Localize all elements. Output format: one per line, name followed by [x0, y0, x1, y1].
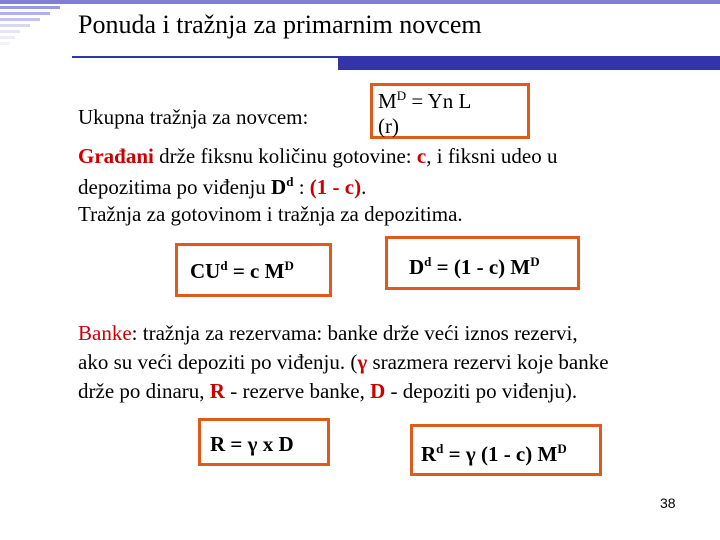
decor-stripe: [0, 18, 40, 21]
decor-stripe: [0, 24, 30, 27]
banke-line-3-text: drže po dinaru,: [78, 379, 210, 403]
banke-line-1-text: : tražnja za rezervama: banke drže veći iznos rezervi,: [131, 321, 578, 345]
md-formula: [378, 88, 471, 114]
title-accent-bar: [338, 56, 720, 70]
decor-stripe: [0, 30, 20, 33]
banke-line-3-mid: - rezerve banke,: [224, 379, 371, 403]
rd-base: R: [421, 442, 437, 466]
decor-stripe: [0, 12, 50, 15]
depoziti-line: [78, 175, 366, 198]
page-number: 38: [660, 495, 676, 511]
one-minus-c: (1 - c): [309, 175, 362, 199]
line2-colon: :: [293, 175, 310, 199]
cu-formula: [190, 258, 294, 284]
cu-rest: = c M: [227, 259, 285, 283]
line1-text: drže fiksnu količinu gotovine:: [153, 144, 417, 168]
md-r: (r): [378, 114, 399, 138]
slide-title: Ponuda i tražnja za primarnim novcem: [78, 10, 482, 39]
dd-formula-sup2: D: [530, 254, 540, 269]
banke-line-3: [78, 381, 577, 402]
banke-word: Banke: [78, 321, 132, 345]
rd-sup2: D: [557, 441, 567, 456]
dd-rest: = (1 - c) M: [431, 255, 531, 279]
demand-label: Ukupna tražnja za novcem:: [78, 105, 309, 129]
banke-line-2: [78, 352, 609, 373]
line2-end: .: [361, 175, 367, 199]
decor-stripe: [0, 36, 15, 39]
banke-line-2-end: srazmera rezervi koje banke: [367, 350, 609, 374]
decor-stripe: [0, 42, 10, 45]
line2-text: depozitima po viđenju: [78, 175, 272, 199]
md-rest: = Yn L: [406, 89, 472, 113]
gradjani-word: Građani: [78, 144, 154, 168]
decor-stripe: [0, 6, 60, 9]
c-var: c: [416, 144, 427, 168]
cu-base: CU: [190, 259, 221, 283]
d-var: D: [370, 379, 386, 403]
banke-line-1: [78, 323, 578, 344]
traznja-line: Tražnja za gotovinom i tražnja za depozitima.: [78, 202, 463, 226]
md-sup: D: [396, 88, 407, 103]
banke-line-3-end: - depoziti po viđenju).: [385, 379, 578, 403]
rd-sup: d: [436, 441, 444, 456]
rd-rest: = γ (1 - c) M: [443, 442, 558, 466]
dd-formula-sup: d: [424, 254, 432, 269]
top-stripe: [0, 0, 720, 4]
cu-sup: d: [220, 258, 228, 273]
md-m: M: [378, 89, 397, 113]
banke-line-2-text: ako su veći depoziti po viđenju. (: [78, 350, 358, 374]
cu-sup2: D: [284, 258, 294, 273]
dd-var: D: [271, 175, 287, 199]
gradjani-line: [78, 146, 557, 167]
r-formula: R = γ x D: [210, 432, 294, 456]
dd-sup: d: [286, 174, 294, 189]
line1-text-end: , i fiksni udeo u: [426, 144, 558, 168]
r-var: R: [209, 379, 225, 403]
rd-formula: [421, 441, 567, 467]
gamma-var: γ: [357, 350, 368, 374]
dd-base: D: [409, 255, 425, 279]
dd-formula: [409, 254, 540, 280]
